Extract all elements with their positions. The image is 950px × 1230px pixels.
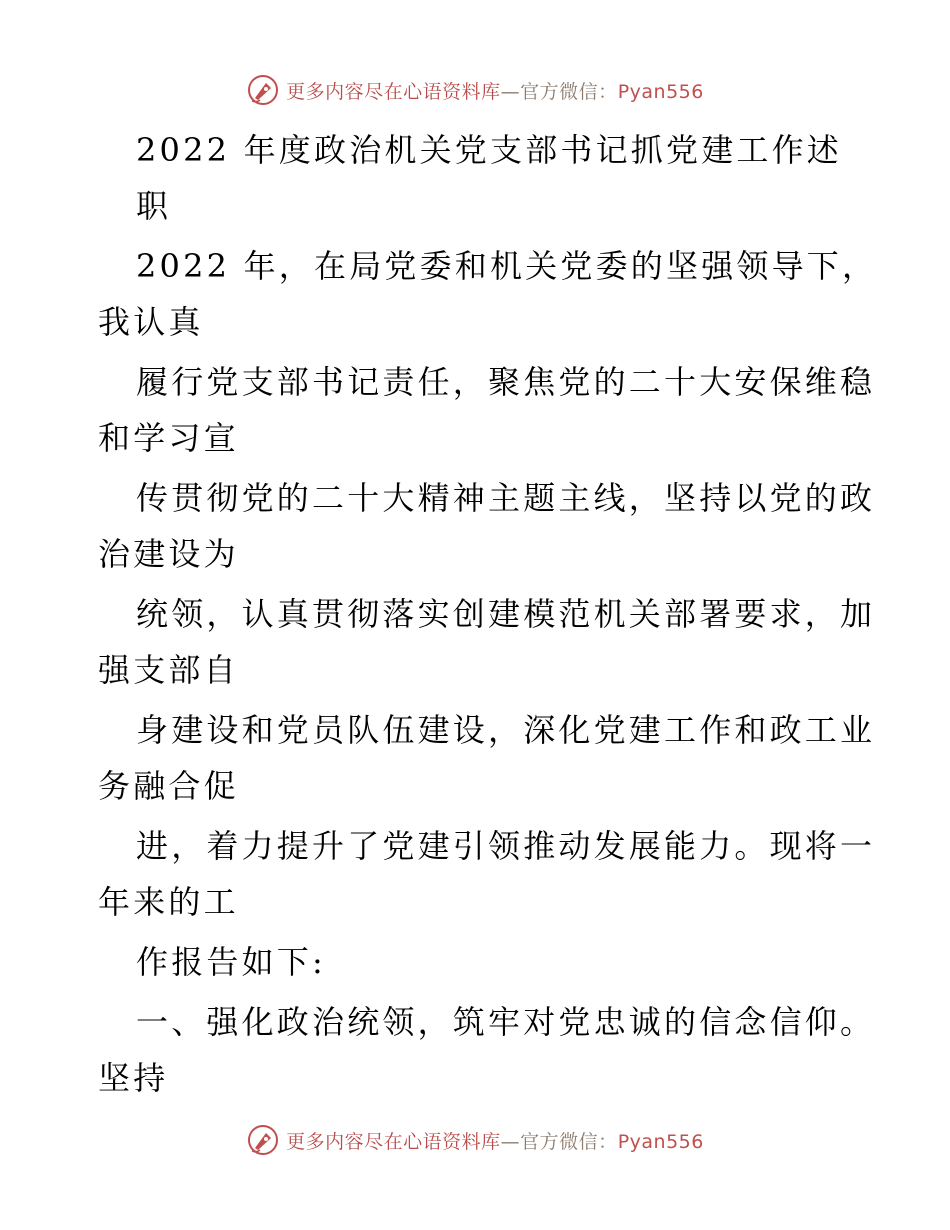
paragraph-line: 履行党支部书记责任，聚焦党的二十大安保维稳	[136, 363, 876, 401]
paragraph-line: 治建设为	[98, 535, 239, 573]
pen-nib-logo-icon	[246, 1123, 280, 1157]
document-title-line-1: 2022 年度政治机关党支部书记抓党建工作述	[136, 131, 843, 169]
paragraph-line: 坚持	[98, 1059, 169, 1097]
watermark-separator: —官方微信：	[500, 1130, 618, 1153]
paragraph-line: 传贯彻党的二十大精神主题主线，坚持以党的政	[136, 479, 876, 517]
document-title-line-2: 职	[136, 187, 172, 225]
watermark-wechat-id: Pyan556	[617, 80, 704, 103]
paragraph-line: 2022 年，在局党委和机关党委的坚强领导下，	[136, 247, 878, 285]
paragraph-line: 我认真	[98, 303, 204, 341]
paragraph-line: 作报告如下:	[136, 943, 326, 981]
paragraph-line: 进，着力提升了党建引领推动发展能力。现将一	[136, 827, 876, 865]
watermark-wechat-id: Pyan556	[617, 1130, 704, 1153]
footer-watermark	[0, 1118, 950, 1162]
paragraph-line: 和学习宣	[98, 419, 239, 457]
watermark-main: 更多内容尽在心语资料库	[286, 1130, 501, 1153]
paragraph-line: 统领，认真贯彻落实创建模范机关部署要求，加	[136, 595, 876, 633]
watermark-separator: —官方微信：	[500, 80, 618, 103]
watermark-text	[286, 1127, 704, 1154]
paragraph-line: 强支部自	[98, 651, 239, 689]
paragraph-line: 务融合促	[98, 767, 239, 805]
paragraph-line: 年来的工	[98, 883, 239, 921]
section-heading-line: 一、强化政治统领，筑牢对党忠诚的信念信仰。	[136, 1003, 876, 1041]
paragraph-line: 身建设和党员队伍建设，深化党建工作和政工业	[136, 711, 876, 749]
watermark-main: 更多内容尽在心语资料库	[286, 80, 501, 103]
